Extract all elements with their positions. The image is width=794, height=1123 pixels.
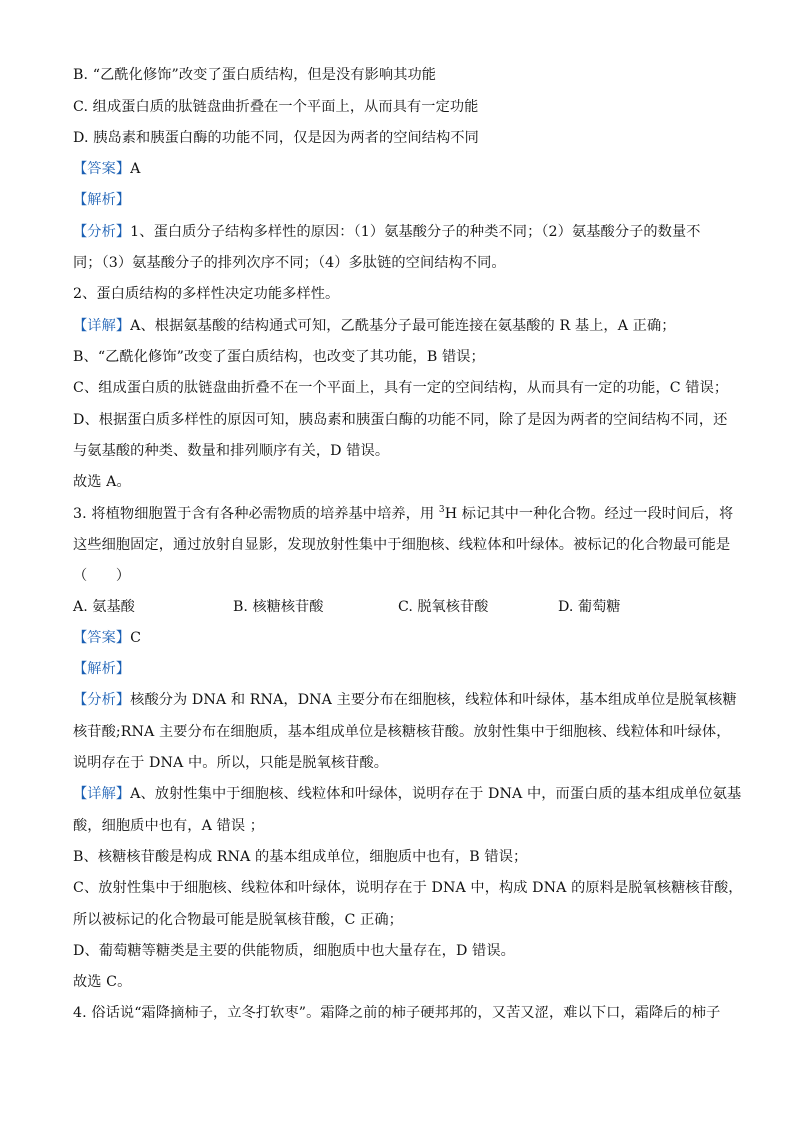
answer-value: A — [130, 161, 141, 177]
option-b: B. “乙酰化修饰”改变了蛋白质结构，但是没有影响其功能 — [73, 67, 437, 83]
choose-line: 故选 C。 — [73, 974, 132, 990]
fenxi-line — [73, 690, 754, 710]
fenxi-line: 同；（3）氨基酸分子的排列次序不同；（4）多肽链的空间结构不同。 — [73, 255, 506, 271]
answer-line — [73, 628, 754, 648]
answer-line — [73, 159, 754, 179]
fenxi-line: 说明存在于 DNA 中。所以，只能是脱氧核苷酸。 — [73, 755, 389, 771]
xiangjie-line: 所以被标记的化合物最可能是脱氧核苷酸，C 正确； — [73, 912, 403, 928]
xiangjie-line: C、放射性集中于细胞核、线粒体和叶绿体，说明存在于 DNA 中，构成 DNA 的原料是脱氧核糖核苷酸， — [73, 880, 743, 896]
xiangjie-line: D、葡萄糖等糖类是主要的供能物质，细胞质中也大量存在，D 错误。 — [73, 943, 515, 959]
fenxi-line: 2、蛋白质结构的多样性决定功能多样性。 — [73, 286, 340, 302]
xiangjie-line — [73, 316, 754, 336]
xiangjie-line: 与氨基酸的种类、数量和排列顺序有关，D 错误。 — [73, 443, 390, 459]
analysis-label: 【解析】 — [73, 661, 131, 677]
option-a: A. 氨基酸 — [73, 599, 135, 615]
xiangjie-line: B、“乙酰化修饰”改变了蛋白质结构，也改变了其功能，B 错误； — [73, 349, 485, 365]
analysis-label: 【解析】 — [73, 192, 131, 208]
fenxi-text: 核酸分为 DNA 和 RNA，DNA 主要分布在细胞核，线粒体和叶绿体，基本组成单位是脱氧核糖 — [130, 692, 737, 708]
option-c: C. 组成蛋白质的肽链盘曲折叠在一个平面上，从而具有一定功能 — [73, 99, 479, 115]
fenxi-tag: 【分析】 — [73, 692, 131, 708]
question-stem: 这些细胞固定，通过放射自显影，发现放射性集中于细胞核、线粒体和叶绿体。被标记的化合物最可能是 — [73, 537, 731, 553]
option-b: B. 核糖核苷酸 — [233, 599, 324, 615]
xiangjie-line: D、根据蛋白质多样性的原因可知，胰岛素和胰蛋白酶的功能不同，除了是因为两者的空间结构不同，还 — [73, 412, 728, 428]
stem-text: 3. 将植物细胞置于含有各种必需物质的培养基中培养，用 — [73, 506, 439, 522]
answer-tag: 【答案】 — [73, 630, 131, 646]
xiangjie-line: C、组成蛋白质的肽链盘曲折叠不在一个平面上，具有一定的空间结构，从而具有一定的功能，C 错误； — [73, 380, 729, 396]
xiangjie-text: A、放射性集中于细胞核、线粒体和叶绿体，说明存在于 DNA 中，而蛋白质的基本组成单位氨基 — [130, 786, 742, 802]
stem-text: H 标记其中一种化合物。经过一段时间后，将 — [444, 506, 734, 522]
superscript: 3 — [438, 505, 445, 515]
question-stem: （ ） — [73, 568, 131, 584]
fenxi-tag: 【分析】 — [73, 224, 131, 240]
xiangjie-tag: 【详解】 — [73, 318, 131, 334]
option-d: D. 胰岛素和胰蛋白酶的功能不同，仅是因为两者的空间结构不同 — [73, 130, 479, 146]
answer-tag: 【答案】 — [73, 161, 131, 177]
choose-line: 故选 A。 — [73, 474, 131, 490]
question-stem — [73, 504, 754, 524]
xiangjie-line: B、核糖核苷酸是构成 RNA 的基本组成单位，细胞质中也有，B 错误； — [73, 849, 528, 865]
fenxi-line: 核苷酸;RNA 主要分布在细胞质，基本组成单位是核糖核苷酸。放射性集中于细胞核、线粒体和叶绿体， — [73, 724, 731, 740]
xiangjie-text: A、根据氨基酸的结构通式可知，乙酰基分子最可能连接在氨基酸的 R 基上，A 正确； — [130, 318, 676, 334]
xiangjie-line — [73, 784, 754, 804]
option-d: D. 葡萄糖 — [558, 599, 621, 615]
answer-value: C — [130, 630, 142, 646]
option-c: C. 脱氧核苷酸 — [398, 599, 489, 615]
analysis-tag — [73, 659, 754, 679]
fenxi-line — [73, 222, 754, 242]
xiangjie-line: 酸，细胞质中也有，A 错误 ； — [73, 818, 265, 834]
xiangjie-tag: 【详解】 — [73, 786, 131, 802]
fenxi-text: 1、蛋白质分子结构多样性的原因：（1）氨基酸分子的种类不同；（2）氨基酸分子的数量不 — [130, 224, 701, 240]
question-stem: 4. 俗话说“霜降摘柿子，立冬打软枣”。霜降之前的柿子硬邦邦的，又苦又涩，难以下口，霜降后的柿子 — [73, 1005, 721, 1021]
analysis-tag — [73, 190, 754, 210]
